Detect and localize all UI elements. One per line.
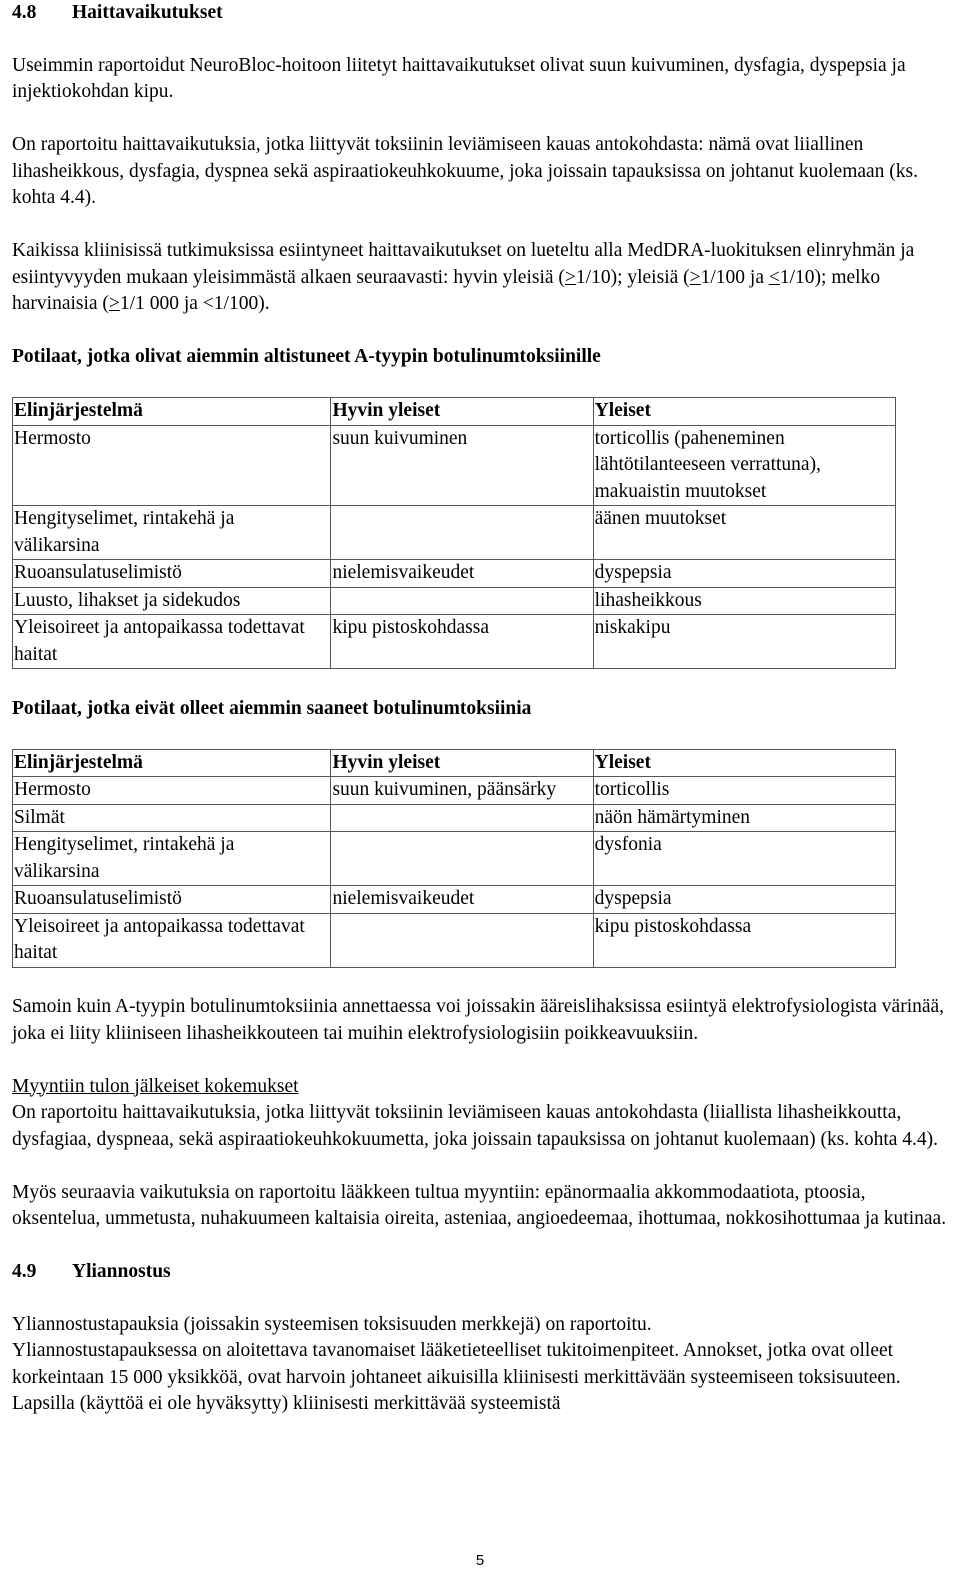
- table2-heading: Potilaat, jotka eivät olleet aiemmin saaneet botulinumtoksiinia: [12, 697, 532, 719]
- table-cell: Hermosto: [14, 779, 91, 800]
- column-header: Elinjärjestelmä: [14, 751, 143, 773]
- column-header: Hyvin yleiset: [332, 400, 441, 421]
- table-row: [13, 913, 896, 967]
- table-cell: suun kuivuminen: [332, 427, 468, 449]
- section-number: 4.8: [12, 2, 37, 23]
- table-row: [13, 886, 896, 914]
- section-4-8-heading: [12, 0, 952, 26]
- table-cell: niskakipu: [594, 617, 671, 638]
- table-row: [13, 804, 896, 832]
- table-cell: dyspepsia: [594, 888, 672, 909]
- adverse-effects-table-naive: [12, 749, 896, 968]
- postmarketing-heading: Myyntiin tulon jälkeiset kokemukset: [12, 1075, 299, 1097]
- table-cell: dysfonia: [594, 834, 662, 855]
- table-cell: Hengityselimet, rintakehä ja välikarsina: [14, 834, 235, 882]
- table-row: [13, 832, 896, 886]
- table-cell: dyspepsia: [594, 562, 672, 583]
- paragraph-postmarketing-spread: On raportoitu haittavaikutuksia, jotka liittyvät toksiinin leviämiseen kauas antokohdasta (liiallista lihasheikkoutta, dysfagiaa, dyspneaa, sekä aspiraatiokeuhkokuumetta, joka joissain tapauksissa on johtanut kuolemaan) (ks. kohta 4.4).: [12, 1102, 939, 1150]
- adverse-effects-table-exposed: [12, 397, 896, 669]
- table-cell: nielemisvaikeudet: [332, 562, 475, 583]
- table-cell: näön hämärtyminen: [594, 806, 751, 828]
- table-row: [13, 587, 896, 615]
- column-header: Yleiset: [594, 751, 651, 773]
- table-cell: äänen muutokset: [594, 508, 727, 529]
- table-cell: Ruoansulatuselimistö: [14, 888, 182, 909]
- paragraph-frequency-definitions: Kaikissa kliinisissä tutkimuksissa esiintyneet haittavaikutukset on lueteltu alla MedDRA-luokituksen elinryhmän ja esiintyvyyden mukaan yleisimmästä alkaen seuraavasti: hyvin yleisiä (>1/10); yleisiä (>1/100 ja <1/10); melko harvinaisia (>1/1 000 ja <1/100).: [12, 240, 915, 314]
- table-cell: nielemisvaikeudet: [332, 888, 475, 909]
- table-row: [13, 560, 896, 588]
- column-header: Yleiset: [594, 400, 651, 421]
- page-number: 5: [475, 1552, 485, 1569]
- table-header-row: [13, 749, 896, 777]
- table-cell: Hengityselimet, rintakehä ja välikarsina: [14, 508, 235, 556]
- section-title: Yliannostus: [72, 1261, 171, 1282]
- table-cell: lihasheikkous: [594, 589, 702, 611]
- paragraph-postmarketing-effects: Myös seuraavia vaikutuksia on raportoitu lääkkeen tultua myyntiin: epänormaalia akkommodaatiota, ptoosia, oksentelua, ummetusta, nuhakuumeen kaltaisia oireita, asteniaa, angioedeemaa, ihottumaa, nokkosihottumaa ja kutinaa.: [12, 1181, 947, 1229]
- paragraph-electrophysiology: Samoin kuin A-tyypin botulinumtoksiinia annettaessa voi joissakin ääreislihaksissa esiintyä elektrofysiologista värinää, joka ei liity kliiniseen lihasheikkouteen tai muihin elektrofysiologisiin poikkeavuuksiin.: [12, 996, 945, 1044]
- table-cell: torticollis: [594, 779, 670, 800]
- paragraph-overdose-reported: Yliannostustapauksia (joissakin systeemisen toksisuuden merkkejä) on raportoitu.: [12, 1313, 652, 1335]
- table-row: [13, 425, 896, 506]
- document-page: [12, 0, 952, 1418]
- table1-heading: Potilaat, jotka olivat aiemmin altistuneet A-tyypin botulinumtoksiinille: [12, 346, 601, 367]
- table-cell: Hermosto: [14, 427, 91, 449]
- column-header: Elinjärjestelmä: [14, 400, 143, 421]
- table-cell: Yleisoireet ja antopaikassa todettavat haitat: [14, 915, 305, 963]
- table-cell: Yleisoireet ja antopaikassa todettavat haitat: [14, 617, 305, 665]
- section-4-9-heading: [12, 1259, 952, 1285]
- section-number: 4.9: [12, 1261, 37, 1282]
- table-header-row: [13, 398, 896, 426]
- table-cell: Silmät: [14, 806, 65, 828]
- section-title: Haittavaikutukset: [72, 2, 223, 23]
- column-header: Hyvin yleiset: [332, 751, 441, 773]
- table-cell: Ruoansulatuselimistö: [14, 562, 182, 583]
- table-cell: suun kuivuminen, päänsärky: [332, 779, 557, 800]
- table-row: [13, 615, 896, 669]
- paragraph-toxin-spread: On raportoitu haittavaikutuksia, jotka liittyvät toksiinin leviämiseen kauas antokohdasta: nämä ovat liiallinen lihasheikkous, dysfagia, dyspnea sekä aspiraatiokeuhkokuume, joka joissain tapauksissa on johtanut kuolemaan (ks. kohta 4.4).: [12, 134, 919, 208]
- table-cell: kipu pistoskohdassa: [332, 617, 489, 638]
- table-cell: kipu pistoskohdassa: [594, 915, 752, 937]
- table-row: [13, 777, 896, 805]
- table-cell: torticollis (paheneminen lähtötilanteeseen verrattuna), makuaistin muutokset: [594, 427, 821, 502]
- table-row: [13, 506, 896, 560]
- table-cell: Luusto, lihakset ja sidekudos: [14, 589, 241, 611]
- paragraph-common-adverse-effects: Useimmin raportoidut NeuroBloc-hoitoon liitetyt haittavaikutukset olivat suun kuivuminen, dysfagia, dyspepsia ja injektiokohdan kipu.: [12, 54, 906, 102]
- paragraph-overdose-treatment: Yliannostustapauksessa on aloitettava tavanomaiset lääketieteelliset tukitoimenpiteet. Annokset, jotka ovat olleet korkeintaan 15 000 yksikköä, ovat harvoin johtaneet aikuisilla kliinisesti merkittävään systeemiseen toksisuuteen. Lapsilla (käyttöä ei ole hyväksytty) kliinisesti merkittävää systeemistä: [12, 1340, 901, 1414]
